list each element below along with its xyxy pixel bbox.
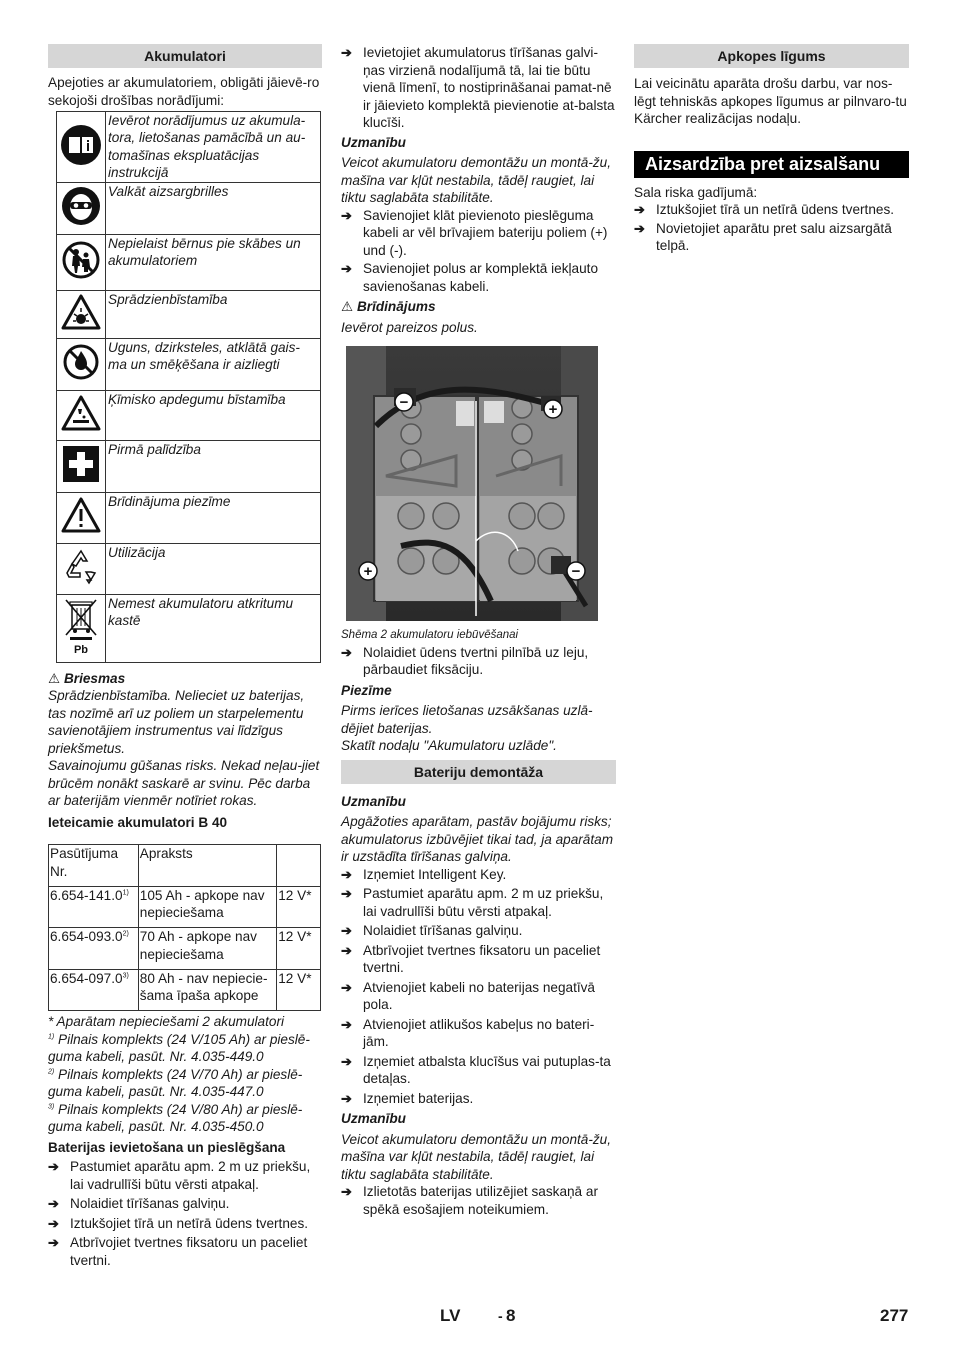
list-item: ➔ Izņemiet Intelligent Key.	[341, 866, 507, 882]
arrow-icon: ➔	[341, 207, 352, 223]
list-item: ➔ Nolaidiet tīrīšanas galviņu.	[341, 923, 523, 938]
symbol-row	[57, 290, 321, 338]
frost-intro: Sala riska gadījumā:	[634, 184, 758, 200]
svg-text:−: −	[399, 394, 409, 411]
warning-icon	[57, 492, 106, 543]
symbol-text: Sprādzienbīstamība	[106, 290, 321, 338]
arrow-icon: ➔	[48, 1159, 59, 1175]
section-heading-akumulatori: Akumulatori	[48, 44, 322, 68]
svg-text:+: +	[548, 401, 558, 418]
col-header-volt	[277, 845, 321, 887]
install-title: Baterijas ievietošana un pieslēgšana	[48, 1139, 286, 1155]
list-item: ➔ Nolaidiet ūdens tvertni pilnībā uz leju, pārbaudiet fiksāciju.	[341, 644, 589, 677]
danger-heading: ⚠ Briesmas	[48, 670, 126, 686]
desc-cell: 80 Ah - nav nepiecie-šama īpaša apkope	[138, 969, 276, 1011]
list-item: ➔ Savienojiet polus ar komplektā iekļauto savienošanas kabeli.	[341, 261, 599, 294]
explosion-icon	[57, 290, 106, 338]
symbol-text: Brīdinājuma piezīme	[106, 492, 321, 543]
table-row	[49, 969, 321, 1011]
footer-dash: -	[498, 1308, 503, 1324]
footer-page-number: 277	[880, 1306, 909, 1325]
danger-text-1: Sprādzienbīstamība. Nelieciet uz baterijas, tas nozīmē arī uz poliem un starpelementu savienotājiem instrumentus vai līdzīgus priekšmetus.	[48, 688, 305, 756]
caution-text: Veicot akumulatoru demontāžu un montā-žu, mašīna var kļūt nestabila, tādēļ raugiet, lai tiktu saglabāta stabilitāte.	[341, 155, 612, 205]
symbol-row	[57, 594, 321, 662]
column-middle	[341, 44, 616, 1218]
svg-text:−: −	[571, 563, 581, 580]
caution-heading: Uzmanību	[341, 793, 406, 809]
section-heading-apkopes-ligums: Apkopes līgums	[634, 44, 909, 68]
order-cell: 6.654-093.0$^{2)}$	[49, 928, 139, 970]
photo-caption: Shēma 2 akumulatoru iebūvēšanai	[341, 628, 519, 641]
arrow-icon: ➔	[48, 1196, 59, 1212]
symbol-row	[57, 390, 321, 440]
minus-marker-bottom	[567, 562, 585, 580]
arrow-icon: ➔	[341, 942, 352, 958]
note-heading: Piezīme	[341, 682, 392, 698]
arrow-icon: ➔	[341, 1090, 352, 1106]
footnote-3: $^{3)}$ Pilnais komplekts (24 V/80 Ah) ar pieslē-guma kabeli, pasūt. Nr. 4.035-450.0	[48, 1101, 303, 1135]
list-item: ➔ Izņemiet atbalsta klucīšus vai putuplas-ta detaļas.	[341, 1053, 611, 1086]
list-item: ➔ Pastumiet aparātu apm. 2 m uz priekšu, lai vadrullīši būtu vērsti atpakaļ.	[341, 886, 604, 919]
children-icon	[57, 234, 106, 290]
arrow-icon: ➔	[341, 979, 352, 995]
volt-cell: 12 V*	[277, 886, 321, 928]
first-aid-icon	[57, 440, 106, 492]
svg-text:+: +	[363, 563, 373, 580]
desc-cell: 105 Ah - apkope nav nepieciešama	[138, 886, 276, 928]
footnote-2: $^{2)}$ Pilnais komplekts (24 V/70 Ah) ar pieslē-guma kabeli, pasūt. Nr. 4.035-447.0	[48, 1066, 303, 1100]
desc-cell: 70 Ah - apkope nav nepieciešama	[138, 928, 276, 970]
footer-section-page: 8	[506, 1306, 516, 1325]
section-heading-bateriju-demontaza: Bateriju demontāža	[341, 760, 616, 784]
volt-cell: 12 V*	[277, 969, 321, 1011]
list-item: ➔ Atvienojiet kabeli no baterijas negatīvā pola.	[341, 979, 595, 1012]
arrow-icon: ➔	[341, 644, 352, 660]
symbol-row	[57, 112, 321, 183]
maintenance-text: Lai veicinātu aparāta drošu darbu, var nos-lēgt tehniskās apkopes līgumus ar pilnvaro-tu Kärcher realizācijas nodaļu.	[634, 76, 907, 126]
note-star: * Aparātam nepieciešami 2 akumulatori	[48, 1014, 284, 1030]
no-bin-icon	[57, 594, 106, 662]
symbol-row	[57, 440, 321, 492]
warning-text: Ievērot pareizos polus.	[341, 319, 478, 335]
footnote-1: $^{1)}$ Pilnais komplekts (24 V/105 Ah) ar pieslē-guma kabeli, pasūt. Nr. 4.035-449.0	[48, 1031, 310, 1065]
list-item: ➔ Iztukšojiet tīrā un netīrā ūdens tvertnes.	[48, 1215, 309, 1231]
arrow-icon: ➔	[48, 1235, 59, 1251]
symbol-text: Nepielaist bērnus pie skābes un akumulatoriem	[106, 234, 321, 290]
danger-text-2: Savainojumu gūšanas risks. Nekad neļau-jiet brūcēm nonākt saskarē ar svinu. Pēc darba ar baterijām vienmēr notīriet rokas.	[48, 758, 320, 809]
arrow-icon: ➔	[341, 261, 352, 276]
list-item: ➔ Pastumiet aparātu apm. 2 m uz priekšu, lai vadrullīši būtu vērsti atpakaļ.	[48, 1159, 311, 1192]
symbol-row	[57, 338, 321, 390]
symbol-text: Nemest akumulatoru atkritumu kastē	[106, 594, 321, 662]
note-text-1: Pirms ierīces lietošanas uzsākšanas uzlā-dējiet baterijas.	[341, 703, 593, 736]
list-item: ➔ Novietojiet aparātu pret salu aizsargātā telpā.	[634, 220, 892, 253]
symbol-text: Valkāt aizsargbrilles	[106, 182, 321, 234]
manual-icon	[57, 112, 106, 183]
col-header-order: Pasūtījuma Nr.	[49, 845, 139, 887]
list-item: ➔ Atvienojiet atlikušos kabeļus no bateri-jām.	[341, 1016, 595, 1049]
chemical-burn-icon	[57, 390, 106, 440]
list-item: ➔ Nolaidiet tīrīšanas galviņu.	[48, 1196, 230, 1212]
arrow-icon: ➔	[634, 202, 645, 217]
symbol-text: Ievērot norādījumus uz akumula-tora, lietošanas pamācībā un au-tomašīnas ekspluatācijas instrukcijā	[106, 112, 321, 183]
order-cell: 6.654-097.0$^{3)}$	[49, 969, 139, 1011]
symbol-row	[57, 234, 321, 290]
arrow-icon: ➔	[48, 1215, 59, 1231]
symbols-table	[56, 111, 321, 663]
arrow-icon: ➔	[341, 886, 352, 901]
col-header-desc: Apraksts	[138, 845, 276, 887]
arrow-icon: ➔	[341, 923, 352, 938]
battery-photo	[341, 346, 616, 626]
plus-marker-bottom	[359, 562, 377, 580]
symbol-text: Ķīmisko apdegumu bīstamība	[106, 390, 321, 440]
symbol-text: Pirmā palīdzība	[106, 440, 321, 492]
recycle-icon	[57, 543, 106, 594]
caution-text: Veicot akumulatoru demontāžu un montā-žu, mašīna var kļūt nestabila, tādēļ raugiet, lai tiktu saglabāta stabilitāte.	[341, 1131, 612, 1182]
list-item: ➔ Ievietojiet akumulatorus tīrīšanas galvi-ņas virzienā nodalījumā tā, lai tie būtu vienā līmenī, to nostiprināšanai pamat-nē ir jāievieto komplektā pievienotie at-balsta klucīši.	[341, 45, 615, 130]
minus-marker-top	[395, 393, 413, 411]
pb-label: Pb	[73, 643, 89, 655]
caution-heading: Uzmanību	[341, 134, 406, 150]
table-header-row	[49, 845, 321, 887]
list-item: ➔ Izņemiet baterijas.	[341, 1090, 474, 1106]
intro-text: Apejoties ar akumulatoriem, obligāti jāievē-ro sekojoši drošības norādījumi:	[48, 75, 320, 108]
arrow-icon: ➔	[634, 220, 645, 236]
batteries-table	[48, 844, 321, 1011]
warning-heading: ⚠ Brīdinājums	[341, 299, 436, 314]
arrow-icon: ➔	[341, 1016, 352, 1032]
table-row	[49, 886, 321, 928]
table-row	[49, 928, 321, 970]
symbol-row	[57, 492, 321, 543]
caution-text: Apgāžoties aparātam, pastāv bojājumu risks; akumulatorus izbūvējiet tikai tad, ja aparātam ir uzstādīta tīrīšanas galviņa.	[341, 814, 614, 864]
list-item: ➔ Izlietotās baterijas utilizējiet saskaņā ar spēkā esošajiem noteikumiem.	[341, 1184, 598, 1217]
list-item: ➔ Savienojiet klāt pievienoto pieslēguma kabeli ar vēl brīvajiem bateriju poliem (+) und (-).	[341, 207, 608, 258]
column-left	[48, 44, 322, 1269]
column-right	[634, 44, 909, 255]
symbol-text: Uguns, dzirksteles, atklātā gais-ma un smēķēšana ir aizliegti	[106, 338, 321, 390]
arrow-icon: ➔	[341, 1053, 352, 1069]
arrow-icon: ➔	[341, 1184, 352, 1199]
list-item: ➔ Iztukšojiet tīrā un netīrā ūdens tvertnes.	[634, 202, 895, 217]
arrow-icon: ➔	[341, 866, 352, 882]
list-item: ➔ Atbrīvojiet tvertnes fiksatoru un paceliet tvertni.	[48, 1235, 308, 1268]
volt-cell: 12 V*	[277, 928, 321, 970]
symbol-text: Utilizācija	[106, 543, 321, 594]
footer-language: LV	[440, 1306, 461, 1325]
recommended-batteries-title: Ieteicamie akumulatori B 40	[48, 814, 228, 830]
note-text-2: Skatīt nodaļu "Akumulatoru uzlāde".	[341, 738, 557, 753]
arrow-icon: ➔	[341, 45, 352, 60]
symbol-row	[57, 182, 321, 234]
section-heading-aizsardziba-pret-aizsalsanu: Aizsardzība pret aizsalšanu	[634, 151, 909, 178]
warning-triangle-icon: ⚠	[341, 299, 354, 314]
list-item: ➔ Atbrīvojiet tvertnes fiksatoru un paceliet tvertni.	[341, 942, 601, 975]
warning-triangle-icon: ⚠	[48, 670, 61, 686]
order-cell: 6.654-141.0$^{1)}$	[49, 886, 139, 928]
caution-heading: Uzmanību	[341, 1111, 406, 1126]
goggles-icon	[57, 182, 106, 234]
plus-marker-top	[544, 400, 562, 418]
no-fire-icon	[57, 338, 106, 390]
symbol-row	[57, 543, 321, 594]
